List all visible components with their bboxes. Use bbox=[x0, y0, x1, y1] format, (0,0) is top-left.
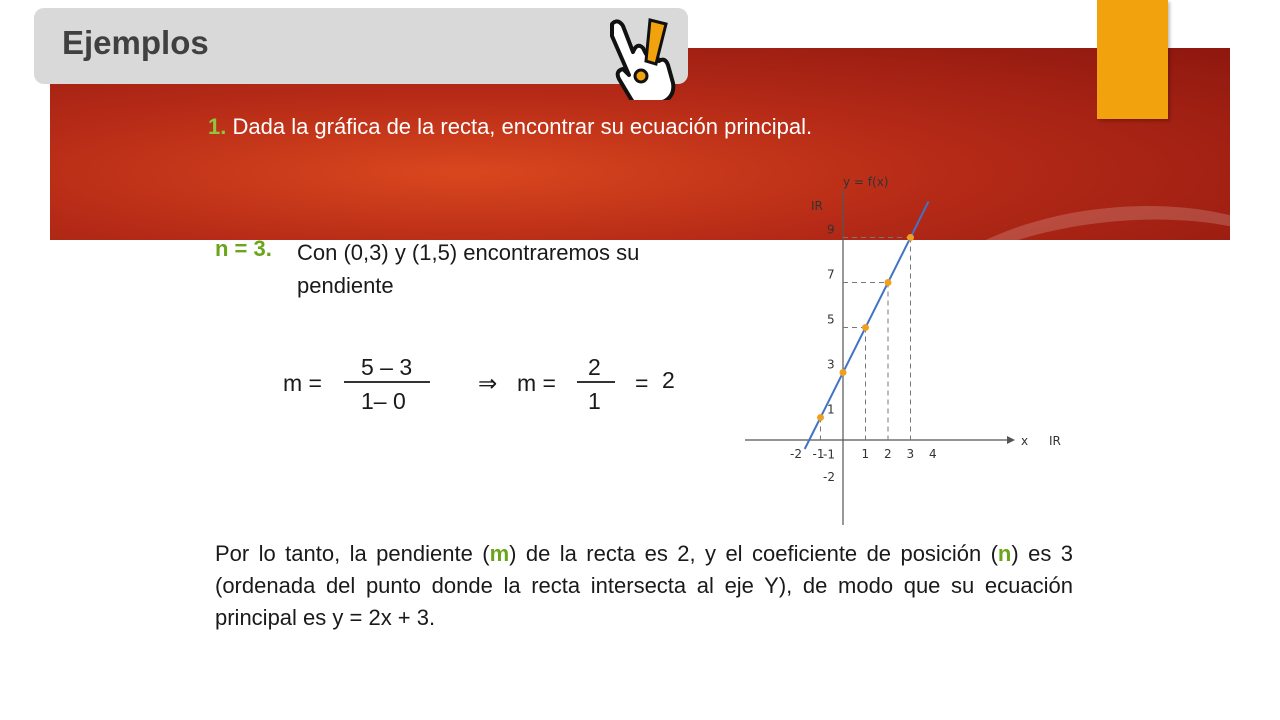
question-text: Dada la gráfica de la recta, encontrar su ecuación principal. bbox=[232, 114, 813, 139]
data-point bbox=[817, 414, 824, 421]
data-point bbox=[840, 369, 847, 376]
conclusion-part2: ) de la recta es 2, y el coeficiente de posición ( bbox=[509, 541, 998, 566]
x-tick-label: 2 bbox=[884, 447, 892, 461]
n-label: n = 3. bbox=[215, 236, 272, 261]
x-tick-label: 1 bbox=[861, 447, 870, 461]
y-tick-label: -2 bbox=[823, 470, 835, 484]
y-axis-title: y = f(x) bbox=[843, 175, 889, 189]
x-axis-title: x bbox=[1021, 434, 1029, 448]
data-point bbox=[862, 324, 869, 331]
conclusion-paragraph bbox=[215, 538, 1073, 634]
implies-symbol: ⇒ bbox=[478, 370, 498, 396]
fraction-bar-2 bbox=[577, 381, 615, 383]
conclusion-m: m bbox=[489, 541, 510, 566]
x-axis-set-label: IR bbox=[1049, 434, 1061, 448]
y-tick-label: 1 bbox=[827, 402, 835, 417]
numerator-2: 2 bbox=[588, 354, 601, 380]
x-tick-label: -1 bbox=[812, 447, 825, 461]
data-point bbox=[885, 279, 892, 286]
data-point bbox=[907, 234, 914, 241]
denominator-2: 1 bbox=[588, 388, 601, 414]
conclusion-n: n bbox=[997, 541, 1012, 566]
conclusion-part1: Por lo tanto, la pendiente ( bbox=[215, 541, 490, 566]
result: 2 bbox=[662, 367, 675, 393]
m-label: m = bbox=[283, 370, 322, 396]
conclusion-equation: y = 2x + 3. bbox=[332, 605, 436, 630]
conclusion-part3: ) es 3 (ordenada del punto donde la recta intersecta al eje Y), de modo que su ecuación principal es bbox=[215, 541, 1073, 630]
page-title: Ejemplos bbox=[62, 24, 209, 61]
y-axis-set-label: IR bbox=[811, 199, 823, 213]
y-tick-label: 5 bbox=[827, 312, 835, 327]
x-axis-arrow bbox=[1007, 436, 1015, 444]
y-tick-label: -1 bbox=[823, 447, 835, 462]
fraction-bar bbox=[344, 381, 430, 383]
equals-sign: = bbox=[635, 370, 649, 396]
x-tick-label: 4 bbox=[929, 447, 937, 461]
numerator: 5 – 3 bbox=[361, 354, 413, 380]
n-text: Con (0,3) y (1,5) encontraremos su pendiente bbox=[297, 240, 640, 298]
line-graph bbox=[745, 160, 1075, 535]
x-tick-label: -2 bbox=[790, 447, 802, 461]
x-tick-label: 3 bbox=[906, 447, 915, 461]
y-tick-label: 9 bbox=[827, 222, 835, 237]
question bbox=[208, 114, 812, 140]
question-number: 1. bbox=[208, 114, 227, 139]
y-tick-label: 7 bbox=[827, 267, 835, 282]
y-tick-label: 3 bbox=[827, 357, 835, 372]
orange-tab bbox=[1097, 0, 1168, 119]
pointing-hand-icon bbox=[598, 14, 678, 100]
m-label-2: m = bbox=[517, 370, 556, 396]
denominator: 1– 0 bbox=[361, 388, 406, 414]
